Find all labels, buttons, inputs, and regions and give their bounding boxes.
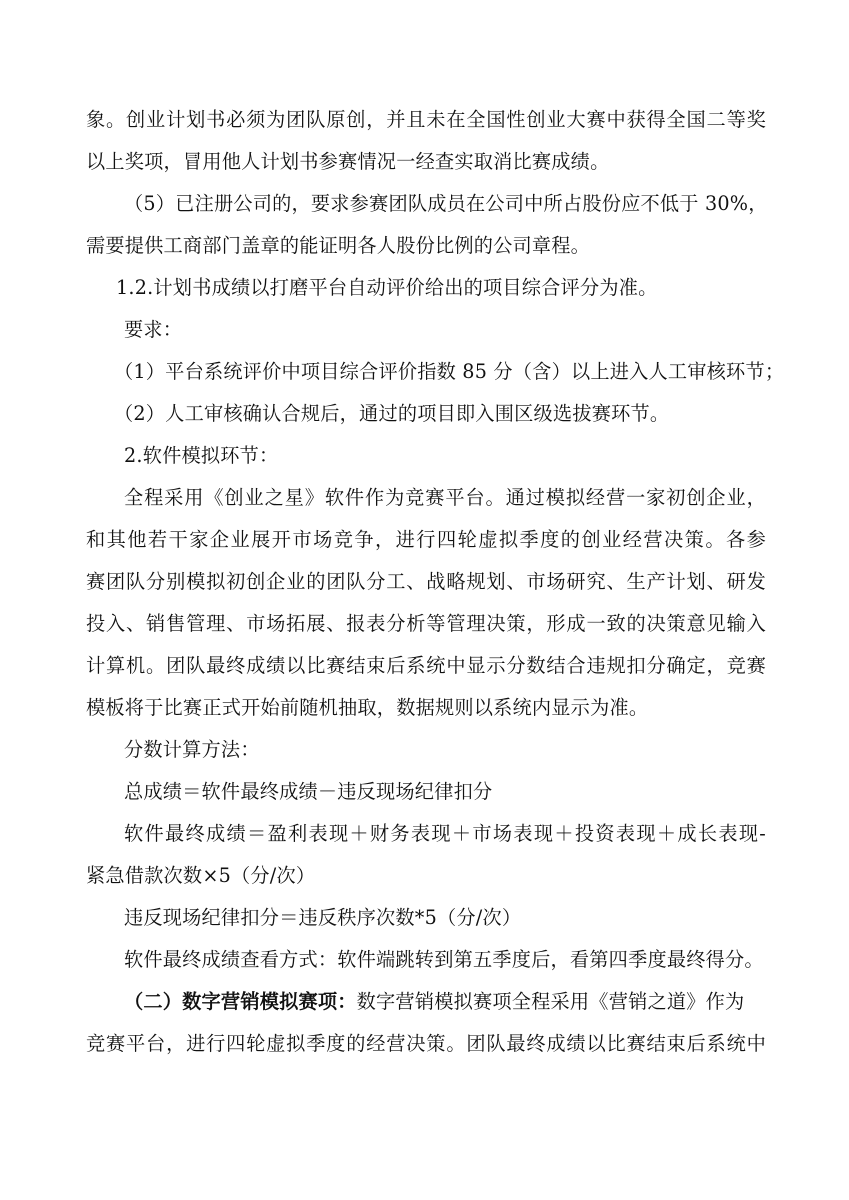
paragraph-line-7: （1）平台系统评价中项目综合评价指数 85 分（含）以上进入人工审核环节； [114,360,785,383]
paragraph-line-12: 赛团队分别模拟初创企业的团队分工、战略规划、市场研究、生产计划、研发 [86,570,766,593]
paragraph-line-10: 全程采用《创业之星》软件作为竞赛平台。通过模拟经营一家初创企业， [124,486,766,509]
paragraph-line-14: 计算机。团队最终成绩以比赛结束后系统中显示分数结合违规扣分确定，竞赛 [86,654,766,677]
paragraph-line-15: 模板将于比赛正式开始前随机抽取，数据规则以系统内显示为准。 [86,696,649,719]
paragraph-line-9: 2.软件模拟环节： [124,444,279,467]
paragraph-line-16: 分数计算方法： [124,738,260,761]
section-line-text: 数字营销模拟赛项全程采用《营销之道》作为 [356,990,745,1013]
paragraph-line-4: 需要提供工商部门盖章的能证明各人股份比例的公司章程。 [86,234,591,257]
paragraph-line-5: 1.2.计划书成绩以打磨平台自动评价给出的项目综合评分为准。 [116,276,658,299]
paragraph-line-17: 总成绩＝软件最终成绩－违反现场纪律扣分 [124,780,493,803]
paragraph-line-6: 要求： [124,318,183,341]
paragraph-line-18: 软件最终成绩＝盈利表现＋财务表现＋市场表现＋投资表现＋成长表现- [124,822,766,845]
paragraph-line-23: 竞赛平台，进行四轮虚拟季度的经营决策。团队最终成绩以比赛结束后系统中 [86,1032,766,1055]
section-line [124,990,766,1014]
paragraph-line-1: 象。创业计划书必须为团队原创，并且未在全国性创业大赛中获得全国二等奖 [86,108,766,131]
paragraph-line-11: 和其他若干家企业展开市场竞争，进行四轮虚拟季度的创业经营决策。各参 [86,528,766,551]
paragraph-line-20: 违反现场纪律扣分＝违反秩序次数*5（分/次） [124,906,522,929]
paragraph-line-19: 紧急借款次数×5（分/次） [86,864,316,887]
paragraph-line-21: 软件最终成绩查看方式：软件端跳转到第五季度后，看第四季度最终得分。 [124,948,764,971]
paragraph-line-2: 以上奖项，冒用他人计划书参赛情况一经查实取消比赛成绩。 [86,150,610,173]
paragraph-line-13: 投入、销售管理、市场拓展、报表分析等管理决策，形成一致的决策意见输入 [86,612,766,635]
paragraph-line-8: （2）人工审核确认合规后，通过的项目即入围区级选拔赛环节。 [114,402,670,425]
section-heading: （二）数字营销模拟赛项： [124,990,357,1013]
paragraph-line-3: （5）已注册公司的，要求参赛团队成员在公司中所占股份应不低于 30%， [124,192,768,215]
